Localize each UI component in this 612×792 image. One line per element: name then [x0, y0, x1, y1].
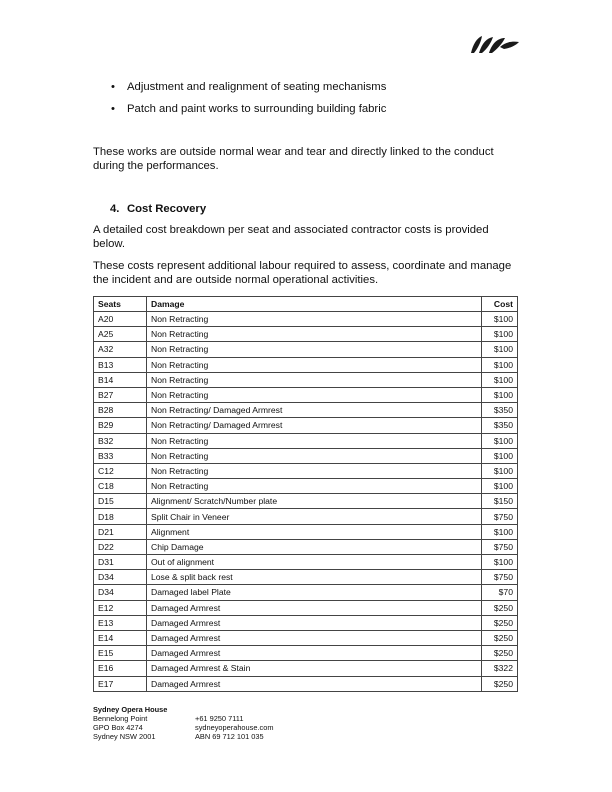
cost-cell: $250 — [482, 615, 518, 630]
seat-cell: E13 — [94, 615, 147, 630]
damage-cell: Non Retracting — [147, 372, 482, 387]
section-heading — [110, 203, 206, 215]
cost-cell: $350 — [482, 418, 518, 433]
cost-cell: $100 — [482, 524, 518, 539]
section-paragraph-2: These costs represent additional labour required to assess, coordinate and manage the incident and are outside normal operational activities. — [93, 260, 512, 286]
seat-cell: B27 — [94, 387, 147, 402]
cost-cell: $250 — [482, 600, 518, 615]
damage-cell: Damaged Armrest — [147, 600, 482, 615]
bullet-text: Patch and paint works to surrounding building fabric — [127, 103, 387, 115]
section-title: Cost Recovery — [127, 203, 207, 215]
seat-cell: D18 — [94, 509, 147, 524]
table-row — [94, 494, 518, 509]
table-row — [94, 630, 518, 645]
table-row — [94, 342, 518, 357]
list-item — [93, 102, 513, 124]
damage-cell: Alignment/ Scratch/Number plate — [147, 494, 482, 509]
list-item — [93, 80, 513, 102]
damage-cell: Non Retracting — [147, 433, 482, 448]
cost-cell: $100 — [482, 387, 518, 402]
seat-cell: D15 — [94, 494, 147, 509]
seat-cell: D31 — [94, 555, 147, 570]
footer-contact — [195, 714, 305, 741]
footer-address-line: Sydney NSW 2001 — [93, 732, 156, 741]
table-row — [94, 403, 518, 418]
cost-cell: $750 — [482, 570, 518, 585]
works-bullet-list — [93, 80, 513, 124]
table-row — [94, 448, 518, 463]
cost-cell: $150 — [482, 494, 518, 509]
seat-cell: D34 — [94, 585, 147, 600]
bullet-glyph: • — [111, 81, 115, 93]
seat-cell: E15 — [94, 646, 147, 661]
footer-website: sydneyoperahouse.com — [195, 723, 274, 732]
cost-cell: $100 — [482, 357, 518, 372]
seat-cell: B13 — [94, 357, 147, 372]
table-row — [94, 646, 518, 661]
table-row — [94, 312, 518, 327]
damage-cell: Damaged label Plate — [147, 585, 482, 600]
damage-cell: Non Retracting — [147, 387, 482, 402]
seat-cell: B14 — [94, 372, 147, 387]
cost-cell: $100 — [482, 479, 518, 494]
section-paragraph-1: A detailed cost breakdown per seat and associated contractor costs is provided below. — [93, 224, 489, 250]
cost-cell: $100 — [482, 342, 518, 357]
damage-cell: Damaged Armrest — [147, 646, 482, 661]
intro-paragraph: These works are outside normal wear and tear and directly linked to the conduct during the performances. — [93, 146, 494, 172]
footer-address-line: Bennelong Point — [93, 714, 148, 723]
cost-cell: $250 — [482, 676, 518, 691]
header-damage: Damage — [147, 297, 482, 312]
table-row — [94, 509, 518, 524]
damage-cell: Damaged Armrest — [147, 615, 482, 630]
footer-abn: ABN 69 712 101 035 — [195, 732, 264, 741]
damage-cell: Damaged Armrest — [147, 676, 482, 691]
seat-cell: A25 — [94, 327, 147, 342]
seat-cell: E17 — [94, 676, 147, 691]
table-row — [94, 600, 518, 615]
damage-cell: Non Retracting — [147, 448, 482, 463]
footer-address — [93, 714, 203, 741]
table-row — [94, 555, 518, 570]
footer — [93, 705, 274, 741]
cost-cell: $100 — [482, 448, 518, 463]
seat-cell: A32 — [94, 342, 147, 357]
table-row — [94, 357, 518, 372]
seat-cell: E14 — [94, 630, 147, 645]
table-row — [94, 479, 518, 494]
table-row — [94, 463, 518, 478]
table-row — [94, 387, 518, 402]
cost-table — [93, 296, 518, 692]
damage-cell: Damaged Armrest — [147, 630, 482, 645]
damage-cell: Chip Damage — [147, 539, 482, 554]
cost-cell: $100 — [482, 327, 518, 342]
damage-cell: Non Retracting/ Damaged Armrest — [147, 403, 482, 418]
table-row — [94, 372, 518, 387]
table-body — [94, 312, 518, 692]
table-header-row — [94, 297, 518, 312]
table-row — [94, 524, 518, 539]
seat-cell: D22 — [94, 539, 147, 554]
seat-cell: B32 — [94, 433, 147, 448]
footer-organisation: Sydney Opera House — [93, 705, 168, 714]
sydney-opera-house-logo-icon — [470, 33, 520, 55]
damage-cell: Non Retracting — [147, 312, 482, 327]
seat-cell: B28 — [94, 403, 147, 418]
table-row — [94, 433, 518, 448]
cost-cell: $100 — [482, 433, 518, 448]
cost-cell: $100 — [482, 555, 518, 570]
cost-cell: $70 — [482, 585, 518, 600]
damage-cell: Non Retracting — [147, 463, 482, 478]
seat-cell: C18 — [94, 479, 147, 494]
damage-cell: Damaged Armrest & Stain — [147, 661, 482, 676]
seat-cell: B33 — [94, 448, 147, 463]
cost-cell: $100 — [482, 312, 518, 327]
table-row — [94, 327, 518, 342]
seat-cell: B29 — [94, 418, 147, 433]
cost-cell: $250 — [482, 630, 518, 645]
cost-cell: $100 — [482, 372, 518, 387]
table-row — [94, 570, 518, 585]
cost-cell: $750 — [482, 539, 518, 554]
damage-cell: Non Retracting — [147, 479, 482, 494]
footer-address-line: GPO Box 4274 — [93, 723, 143, 732]
damage-cell: Non Retracting/ Damaged Armrest — [147, 418, 482, 433]
damage-cell: Alignment — [147, 524, 482, 539]
cost-cell: $322 — [482, 661, 518, 676]
seat-cell: E16 — [94, 661, 147, 676]
section-number: 4. — [110, 203, 120, 215]
damage-cell: Lose & split back rest — [147, 570, 482, 585]
damage-cell: Non Retracting — [147, 357, 482, 372]
cost-cell: $750 — [482, 509, 518, 524]
damage-cell: Split Chair in Veneer — [147, 509, 482, 524]
table-row — [94, 585, 518, 600]
footer-phone: +61 9250 7111 — [195, 714, 244, 723]
table-row — [94, 661, 518, 676]
header-cost: Cost — [482, 297, 518, 312]
table-row — [94, 615, 518, 630]
header-seats: Seats — [94, 297, 147, 312]
seat-cell: A20 — [94, 312, 147, 327]
table-row — [94, 418, 518, 433]
seat-cell: C12 — [94, 463, 147, 478]
damage-cell: Out of alignment — [147, 555, 482, 570]
damage-cell: Non Retracting — [147, 342, 482, 357]
table-row — [94, 539, 518, 554]
seat-cell: D34 — [94, 570, 147, 585]
cost-cell: $350 — [482, 403, 518, 418]
seat-cell: D21 — [94, 524, 147, 539]
seat-cell: E12 — [94, 600, 147, 615]
damage-cell: Non Retracting — [147, 327, 482, 342]
cost-cell: $250 — [482, 646, 518, 661]
bullet-text: Adjustment and realignment of seating mechanisms — [127, 81, 387, 93]
bullet-glyph: • — [111, 103, 115, 115]
cost-cell: $100 — [482, 463, 518, 478]
table-row — [94, 676, 518, 691]
